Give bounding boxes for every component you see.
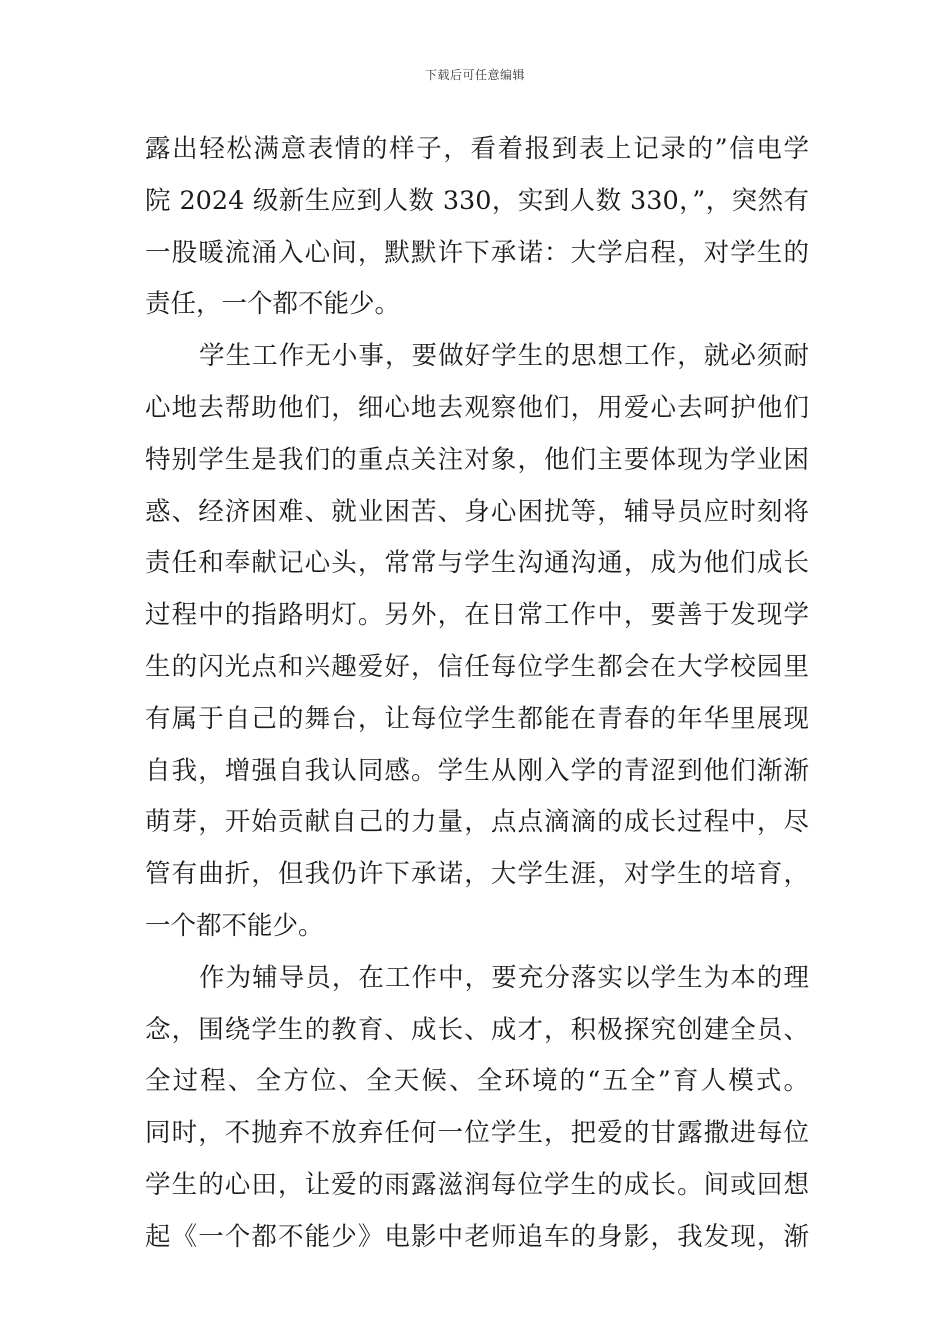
text-line: 惑、经济困难、就业困苦、身心困扰等，辅导员应时刻将 (145, 496, 809, 527)
text-line: 学生工作无小事，要做好学生的思想工作，就必须耐 (199, 341, 809, 372)
text-line: 责任和奉献记心头，常常与学生沟通沟通，成为他们成长 (145, 548, 809, 579)
text-line: 萌芽，开始贡献自己的力量，点点滴滴的成长过程中，尽 (145, 807, 809, 838)
text-line: 自我，增强自我认同感。学生从刚入学的青涩到他们渐渐 (145, 755, 809, 786)
text-line: 心地去帮助他们，细心地去观察他们，用爱心去呵护他们 (145, 392, 809, 423)
text-line: 一股暖流涌入心间，默默许下承诺：大学启程，对学生的 (145, 237, 809, 268)
text-line: 生的闪光点和兴趣爱好，信任每位学生都会在大学校园里 (145, 651, 809, 682)
text-line: 同时，不抛弃不放弃任何一位学生，把爱的甘露撒进每位 (145, 1118, 809, 1149)
text-line: 有属于自己的舞台，让每位学生都能在青春的年华里展现 (145, 703, 809, 734)
document-body (145, 124, 809, 1264)
text-line: 一个都不能少。 (145, 910, 324, 941)
text-line: 管有曲折，但我仍许下承诺，大学生涯，对学生的培育， (145, 859, 809, 890)
page-header-note: 下载后可任意编辑 (424, 68, 525, 82)
text-line: 起《一个都不能少》电影中老师追车的身影，我发现，渐 (145, 1221, 809, 1252)
text-line: 特别学生是我们的重点关注对象，他们主要体现为学业困 (145, 444, 809, 475)
text-line: 念，围绕学生的教育、成长、成才，积极探究创建全员、 (145, 1014, 809, 1045)
text-line: 露出轻松满意表情的样子，看着报到表上记录的”信电学 (145, 134, 809, 164)
text-line: 全过程、全方位、全天候、全环境的“五全”育人模式。 (145, 1066, 809, 1097)
text-line: 责任，一个都不能少。 (145, 289, 401, 320)
text-line: 学生的心田，让爱的雨露滋润每位学生的成长。间或回想 (145, 1169, 809, 1200)
text-line: 过程中的指路明灯。另外，在日常工作中，要善于发现学 (145, 600, 809, 631)
text-line: 院 2024 级新生应到人数 330，实到人数 330，”，突然有 (145, 185, 809, 216)
text-line: 作为辅导员，在工作中，要充分落实以学生为本的理 (199, 962, 809, 993)
